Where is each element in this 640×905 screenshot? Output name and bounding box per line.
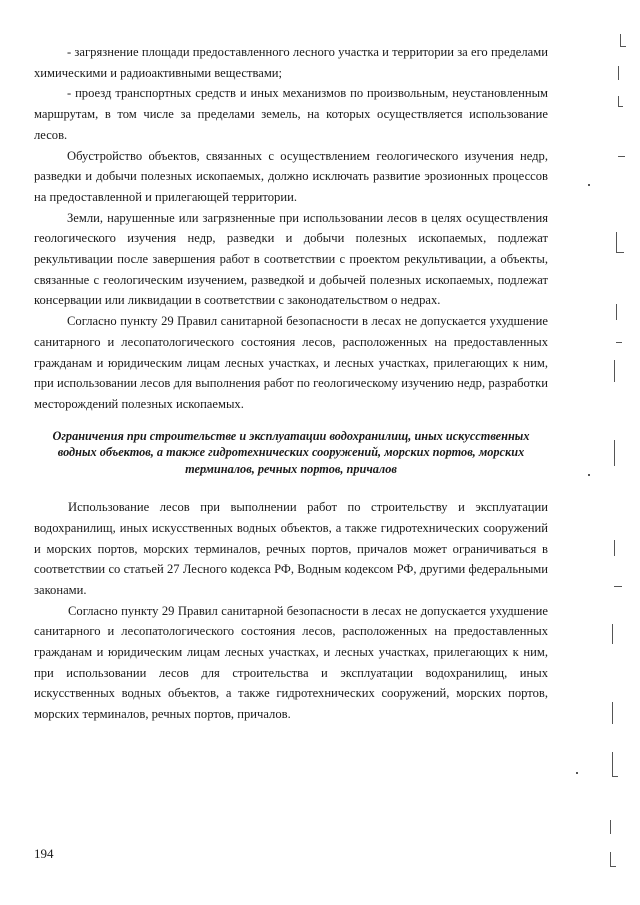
paragraph-reclamation: Земли, нарушенные или загрязненные при использовании лесов в целях осуществления геологического изучения недр, разведки и добычи полезных ископаемых, подлежат рекультивации после завершения работ в соответствии с проектом рекультивации, а объекты, связанные с геологическим изучением, разведкой и добычей полезных ископаемых, подлежат консервации или ликвидации в соответствии с законодательством о недрах.	[34, 210, 548, 308]
scan-mark	[614, 540, 615, 556]
scan-mark	[612, 624, 613, 644]
scan-mark	[616, 304, 617, 320]
paragraph-erosion: Обустройство объектов, связанных с осуществлением геологического изучения недр, разведки и добычи полезных ископаемых, должно исключать развитие эрозионных процессов на предоставленной и прилегающей территории.	[34, 148, 548, 204]
paragraph-sanitary-water: Согласно пункту 29 Правил санитарной безопасности в лесах не допускается ухудшение санитарного и лесопатологического состояния лесов, расположенных на предоставленных гражданам и юридическим лицам лесных участках, и лесных участках, прилегающих к ним, при использовании лесов для строительства и эксплуатации водохранилищ, иных искусственных водных объектов, а также гидротехнических сооружений, морских портов, морских терминалов, речных портов, причалов.	[34, 603, 548, 722]
scan-mark	[614, 440, 615, 466]
paragraph-vehicles: - проезд транспортных средств и иных механизмов по произвольным, неустановленным маршрутам, в том числе за пределами земель, на которых осуществляется использование лесов.	[34, 86, 548, 142]
scan-mark	[614, 360, 615, 382]
scan-mark	[612, 776, 618, 777]
scan-mark	[612, 702, 613, 724]
scan-margin-marks	[590, 0, 640, 905]
scan-mark	[618, 66, 619, 80]
scan-mark	[614, 586, 622, 587]
scan-mark	[588, 474, 590, 476]
section-heading: Ограничения при строительстве и эксплуатации водохранилищ, иных искусственных водных объектов, а также гидротехнических сооружений, морских портов, морских терминалов, речных портов, причалов	[52, 428, 530, 476]
scan-mark	[610, 852, 611, 866]
scan-mark	[620, 34, 621, 46]
scan-mark	[618, 96, 619, 106]
document-body	[34, 42, 548, 725]
scan-mark	[576, 772, 578, 774]
scan-mark	[616, 252, 624, 253]
scan-mark	[610, 866, 616, 867]
scan-mark	[588, 184, 590, 186]
scan-mark	[620, 46, 626, 47]
page-number: 194	[34, 846, 54, 861]
paragraph-pollution: - загрязнение площади предоставленного лесного участка и территории за его пределами химическими и радиоактивными веществами;	[34, 45, 548, 80]
scan-mark	[618, 106, 623, 107]
paragraph-water-usage: Использование лесов при выполнении работ по строительству и эксплуатации водохранилищ, иных искусственных водных объектов, а также гидротехнических сооружений и морских портов, морских терминалов, речных портов, причалов может ограничиваться в соответствии со статьей 27 Лесного кодекса РФ, Водным кодексом РФ, другими федеральными законами.	[34, 500, 548, 597]
paragraph-sanitary-geology: Согласно пункту 29 Правил санитарной безопасности в лесах не допускается ухудшение санитарного и лесопатологического состояния лесов, расположенных на предоставленных гражданам и юридическим лицам лесных участках, и лесных участках, прилегающих к ним, при использовании лесов для выполнения работ по геологическому изучению недр, разработки месторождений полезных ископаемых.	[34, 314, 548, 411]
scan-mark	[618, 156, 625, 157]
scan-mark	[610, 820, 611, 834]
scan-mark	[612, 752, 613, 776]
scan-mark	[616, 232, 617, 252]
scan-mark	[616, 342, 622, 343]
